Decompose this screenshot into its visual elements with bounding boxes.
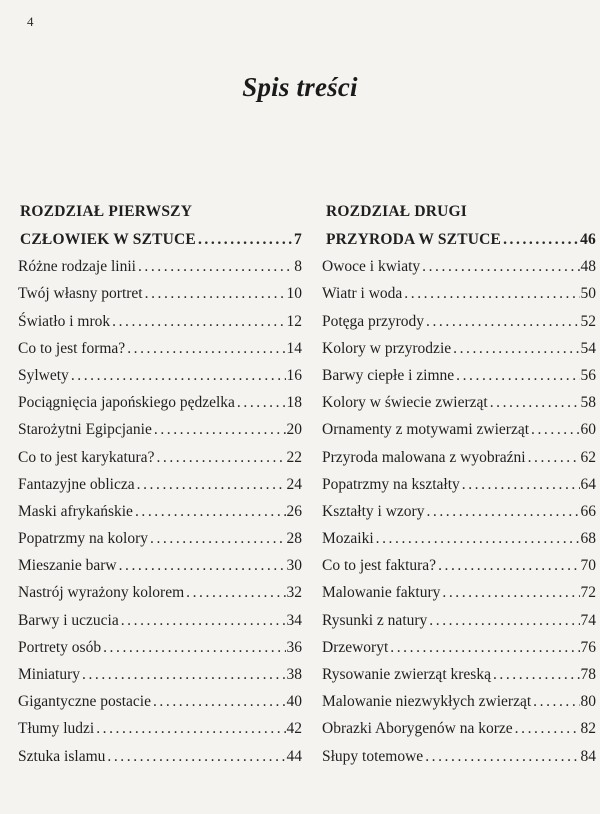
chapter-label: ROZDZIAŁ PIERWSZY [20, 203, 193, 220]
toc-entry-title: Gigantyczne postacie [18, 693, 151, 711]
toc-entry-page-number: 74 [580, 611, 596, 629]
toc-entry-page-number: 8 [294, 258, 302, 276]
toc-entry-page-number: 30 [286, 557, 302, 575]
toc-entry-title: Kształty i wzory [322, 502, 425, 520]
toc-entry[interactable] [10, 362, 302, 389]
toc-entry[interactable] [316, 743, 596, 770]
dot-leader [119, 552, 286, 579]
dot-leader [135, 498, 286, 525]
toc-entry-page-number: 48 [580, 258, 596, 276]
toc-entry-page-number: 28 [286, 530, 302, 548]
dot-leader [198, 226, 293, 253]
toc-entry-title: Malowanie niezwykłych zwierząt [322, 693, 532, 711]
dot-leader [154, 416, 286, 443]
dot-leader [156, 444, 285, 471]
toc-entry[interactable] [316, 253, 596, 280]
toc-entry-title: Kolory w świecie zwierząt [322, 394, 488, 412]
toc-entry-title: Kolory w przyrodzie [322, 339, 452, 357]
toc-entry-page-number: 62 [580, 448, 596, 466]
toc-entry[interactable] [316, 389, 596, 416]
toc-entry-page-number: 78 [580, 666, 596, 683]
toc-entry-title: Pociągnięcia japońskiego pędzelka [18, 394, 235, 412]
toc-entry-title: Rysowanie zwierząt kreską [322, 666, 491, 683]
toc-entry-title: Nastrój wyrażony kolorem [18, 584, 185, 602]
toc-entry-title: Drzeworyt [322, 638, 389, 656]
toc-entry-page-number: 72 [580, 584, 596, 602]
toc-entry[interactable] [316, 308, 596, 335]
toc-entry[interactable] [10, 416, 302, 443]
toc-entry-page-number: 68 [580, 530, 596, 548]
toc-entry[interactable] [10, 308, 302, 335]
dot-leader [112, 308, 285, 335]
toc-entry[interactable] [316, 715, 596, 742]
toc-entry-title: Światło i mrok [18, 312, 111, 330]
page-number: 4 [27, 14, 34, 29]
toc-entry[interactable] [10, 715, 302, 742]
toc-entry-page-number: 38 [286, 666, 302, 683]
toc-entry[interactable] [316, 634, 596, 661]
toc-column-right [316, 198, 596, 770]
toc-entry[interactable] [10, 525, 302, 552]
toc-entry[interactable] [316, 661, 596, 688]
toc-entry[interactable] [316, 335, 596, 362]
toc-entry-page-number: 66 [580, 502, 596, 520]
toc-list-left [10, 253, 302, 770]
toc-entry-page-number: 16 [286, 366, 302, 384]
toc-entry[interactable] [316, 525, 596, 552]
toc-entry[interactable] [10, 688, 302, 715]
dot-leader [425, 743, 579, 770]
dot-leader [533, 688, 579, 715]
dot-leader [490, 389, 580, 416]
dot-leader [438, 552, 579, 579]
toc-entry-title: Wiatr i woda [322, 285, 403, 303]
page-title: Spis treści [242, 72, 358, 102]
toc-entry-page-number: 42 [286, 720, 302, 738]
toc-entry-title: Portrety osób [18, 638, 102, 656]
toc-list-right [316, 253, 596, 770]
toc-entry-title: Rysunki z natury [322, 611, 428, 629]
toc-entry-title: Owoce i kwiaty [322, 258, 421, 276]
dot-leader [103, 634, 285, 661]
toc-entry[interactable] [10, 444, 302, 471]
toc-entry-page-number: 32 [286, 584, 302, 602]
toc-entry-title: Potęga przyrody [322, 312, 425, 330]
toc-entry[interactable] [316, 552, 596, 579]
toc-entry-page-number: 26 [286, 502, 302, 520]
toc-entry[interactable] [10, 661, 302, 688]
toc-entry[interactable] [10, 634, 302, 661]
dot-leader [153, 688, 286, 715]
toc-entry-title: Starożytni Egipcjanie [18, 421, 152, 439]
toc-entry-page-number: 56 [580, 366, 596, 384]
toc-entry[interactable] [10, 389, 302, 416]
toc-entry-page-number: 64 [580, 475, 596, 493]
toc-entry-title: Obrazki Aborygenów na korze [322, 720, 513, 738]
toc-entry-title: Malowanie faktury [322, 584, 441, 602]
toc-entry-page-number: 80 [580, 693, 596, 711]
toc-entry-page-number: 40 [286, 693, 302, 711]
dot-leader [186, 579, 285, 606]
toc-entry-page-number: 82 [580, 720, 596, 738]
dot-leader [531, 416, 579, 443]
dot-leader [376, 525, 580, 552]
dot-leader [429, 607, 579, 634]
chapter-page-number: 46 [580, 231, 596, 248]
toc-entry-title: Sztuka islamu [18, 747, 106, 765]
dot-leader [96, 715, 285, 742]
toc-entry-title: Popatrzmy na kolory [18, 530, 149, 548]
dot-leader [127, 335, 285, 362]
dot-leader [422, 253, 579, 280]
toc-entry-title: Co to jest faktura? [322, 557, 437, 575]
dot-leader [503, 226, 579, 253]
toc-entry-title: Barwy ciepłe i zimne [322, 366, 455, 384]
toc-entry[interactable] [316, 362, 596, 389]
toc-entry-page-number: 12 [286, 312, 302, 330]
toc-entry-page-number: 84 [580, 747, 596, 765]
toc-entry-page-number: 34 [286, 611, 302, 629]
toc-entry-title: Mozaiki [322, 530, 374, 548]
toc-entry[interactable] [316, 444, 596, 471]
toc-entry[interactable] [10, 335, 302, 362]
toc-entry[interactable] [316, 607, 596, 634]
toc-entry-title: Mieszanie barw [18, 557, 117, 575]
toc-entry-title: Barwy i uczucia [18, 611, 119, 629]
toc-entry-page-number: 24 [286, 475, 302, 493]
toc-entry[interactable] [10, 471, 302, 498]
dot-leader [453, 335, 579, 362]
toc-entry-title: Sylwety [18, 366, 69, 384]
dot-leader [462, 471, 580, 498]
toc-entry[interactable] [316, 579, 596, 606]
chapter-title: PRZYRODA W SZTUCE [326, 231, 502, 248]
toc-entry[interactable] [10, 498, 302, 525]
toc-entry[interactable] [10, 579, 302, 606]
chapter-title-row[interactable] [316, 226, 596, 253]
toc-entry[interactable] [316, 416, 596, 443]
dot-leader [107, 743, 285, 770]
dot-leader [404, 280, 579, 307]
toc-entry-page-number: 44 [286, 747, 302, 765]
toc-entry-title: Miniatury [18, 666, 80, 683]
toc-entry[interactable] [316, 471, 596, 498]
toc-entry-page-number: 60 [580, 421, 596, 439]
toc-entry[interactable] [316, 280, 596, 307]
dot-leader [145, 280, 286, 307]
toc-entry-page-number: 70 [580, 557, 596, 575]
dot-leader [138, 253, 293, 280]
toc-entry[interactable] [10, 280, 302, 307]
dot-leader [237, 389, 286, 416]
toc-entry-page-number: 20 [286, 421, 302, 439]
toc-entry-page-number: 50 [580, 285, 596, 303]
dot-leader [426, 498, 579, 525]
toc-entry-title: Co to jest karykatura? [18, 448, 155, 466]
toc-entry[interactable] [10, 607, 302, 634]
toc-entry-title: Co to jest forma? [18, 339, 126, 357]
toc-entry[interactable] [316, 688, 596, 715]
dot-leader [82, 661, 286, 688]
toc-entry-title: Fantazyjne oblicza [18, 475, 135, 493]
chapter-page-number: 7 [294, 231, 302, 248]
toc-entry-title: Słupy totemowe [322, 747, 424, 765]
toc-entry-title: Tłumy ludzi [18, 720, 95, 738]
dot-leader [426, 308, 579, 335]
toc-entry-page-number: 14 [286, 339, 302, 357]
toc-entry-title: Różne rodzaje linii [18, 258, 136, 276]
chapter-title-row[interactable] [10, 226, 302, 253]
chapter-title: CZŁOWIEK W SZTUCE [20, 231, 196, 248]
toc-entry-page-number: 58 [580, 394, 596, 412]
toc-entry-page-number: 36 [286, 638, 302, 656]
dot-leader [390, 634, 579, 661]
dot-leader [137, 471, 286, 498]
dot-leader [528, 444, 580, 471]
toc-entry-page-number: 54 [580, 339, 596, 357]
dot-leader [442, 579, 579, 606]
toc-entry-title: Przyroda malowana z wyobraźni [322, 448, 526, 466]
toc-entry-page-number: 76 [580, 638, 596, 656]
dot-leader [456, 362, 579, 389]
chapter-label: ROZDZIAŁ DRUGI [326, 203, 468, 220]
dot-leader [71, 362, 286, 389]
toc-entry-title: Ornamenty z motywami zwierząt [322, 421, 530, 439]
toc-entry[interactable] [10, 743, 302, 770]
toc-entry-title: Twój własny portret [18, 285, 143, 303]
toc-entry[interactable] [316, 498, 596, 525]
dot-leader [493, 661, 580, 688]
toc-entry[interactable] [10, 253, 302, 280]
toc-entry-page-number: 22 [286, 448, 302, 466]
toc-entry-page-number: 10 [286, 285, 302, 303]
toc-entry-page-number: 18 [286, 394, 302, 412]
toc-entry[interactable] [10, 552, 302, 579]
toc-column-left [10, 198, 302, 770]
dot-leader [121, 607, 286, 634]
toc-entry-title: Popatrzmy na kształty [322, 475, 460, 493]
toc-entry-page-number: 52 [580, 312, 596, 330]
dot-leader [150, 525, 285, 552]
toc-entry-title: Maski afrykańskie [18, 502, 133, 520]
dot-leader [515, 715, 580, 742]
